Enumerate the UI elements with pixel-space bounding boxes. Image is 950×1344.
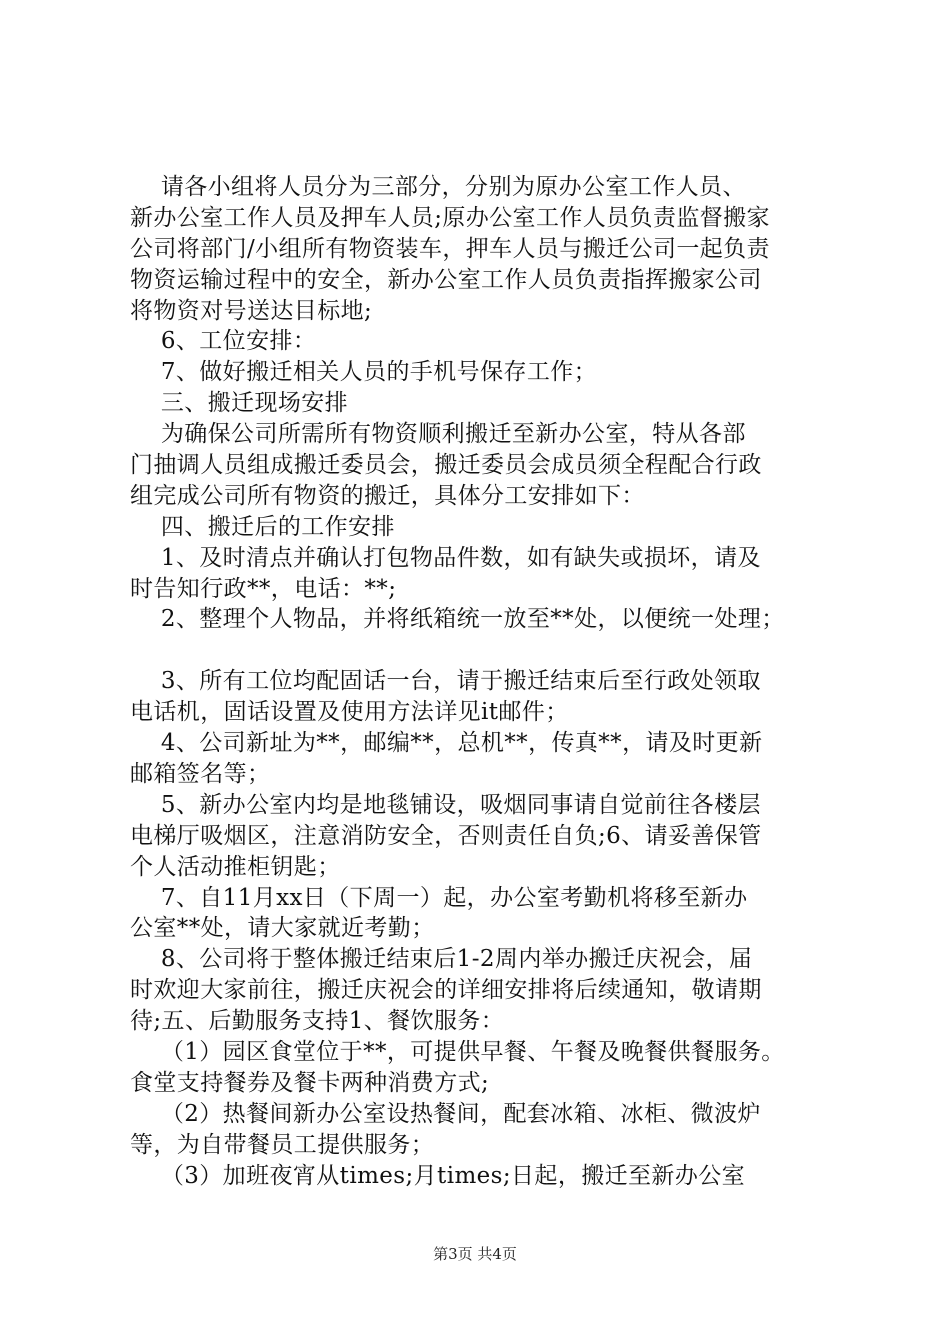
text-line: 组完成公司所有物资的搬迁，具体分工安排如下： xyxy=(130,482,645,509)
text-line: 1、及时清点并确认打包物品件数，如有缺失或损坏，请及 xyxy=(130,544,761,571)
text-line: 5、新办公室内均是地毯铺设，吸烟同事请自觉前往各楼层 xyxy=(130,791,761,818)
text-line: 7、自11月xx日（下周一）起，办公室考勤机将移至新办 xyxy=(130,884,748,911)
text-line: 2、整理个人物品，并将纸箱统一放至**处，以便统一处理； xyxy=(130,606,785,633)
text-line: 7、做好搬迁相关人员的手机号保存工作； xyxy=(130,359,598,386)
text-line: （3）加班夜宵从times;月times;日起，搬迁至新办公室 xyxy=(130,1162,746,1189)
text-line: （2）热餐间新办公室设热餐间，配套冰箱、冰柜、微波炉 xyxy=(130,1100,761,1127)
text-line: 时欢迎大家前往，搬迁庆祝会的详细安排将后续通知，敬请期 xyxy=(130,977,762,1004)
text-line: 门抽调人员组成搬迁委员会，搬迁委员会成员须全程配合行政 xyxy=(130,452,762,479)
section-heading: 三、搬迁现场安排 xyxy=(130,390,349,417)
text-line: 待;五、后勤服务支持1、餐饮服务： xyxy=(130,1008,505,1035)
text-line: （1）园区食堂位于**，可提供早餐、午餐及晚餐供餐服务。 xyxy=(130,1039,785,1066)
text-line: 将物资对号送达目标地; xyxy=(130,297,373,324)
text-line: 电话机，固话设置及使用方法详见it邮件； xyxy=(130,699,569,726)
text-line: 电梯厅吸烟区，注意消防安全，否则责任自负;6、请妥善保管 xyxy=(130,822,762,849)
text-line: 等，为自带餐员工提供服务； xyxy=(130,1131,435,1158)
text-line: 请各小组将人员分为三部分，分别为原办公室工作人员、 xyxy=(130,174,746,200)
text-line: 6、工位安排： xyxy=(130,328,317,355)
text-line: 新办公室工作人员及押车人员;原办公室工作人员负责监督搬家 xyxy=(130,204,770,231)
text-line: 4、公司新址为**，邮编**，总机**，传真**，请及时更新 xyxy=(130,730,763,757)
document-body xyxy=(130,172,850,1192)
text-line: 食堂支持餐券及餐卡两种消费方式; xyxy=(130,1069,490,1096)
text-line: 时告知行政**，电话：**; xyxy=(130,575,397,602)
text-line: 8、公司将于整体搬迁结束后1-2周内举办搬迁庆祝会，届 xyxy=(130,946,753,973)
text-line: 为确保公司所需所有物资顺利搬迁至新办公室，特从各部 xyxy=(130,421,746,448)
text-line: 物资运输过程中的安全，新办公室工作人员负责指挥搬家公司 xyxy=(130,266,762,293)
text-line: 公室**处，请大家就近考勤； xyxy=(130,915,435,942)
section-heading: 四、搬迁后的工作安排 xyxy=(130,513,395,540)
text-line: 个人活动推柜钥匙； xyxy=(130,853,341,880)
page-number-footer: 第3页 共4页 xyxy=(433,1245,517,1263)
blank-line xyxy=(130,635,850,666)
text-line: 邮箱签名等； xyxy=(130,761,271,788)
text-line: 3、所有工位均配固话一台，请于搬迁结束后至行政处领取 xyxy=(130,668,761,695)
text-line: 公司将部门/小组所有物资装车，押车人员与搬迁公司一起负责 xyxy=(130,235,770,262)
